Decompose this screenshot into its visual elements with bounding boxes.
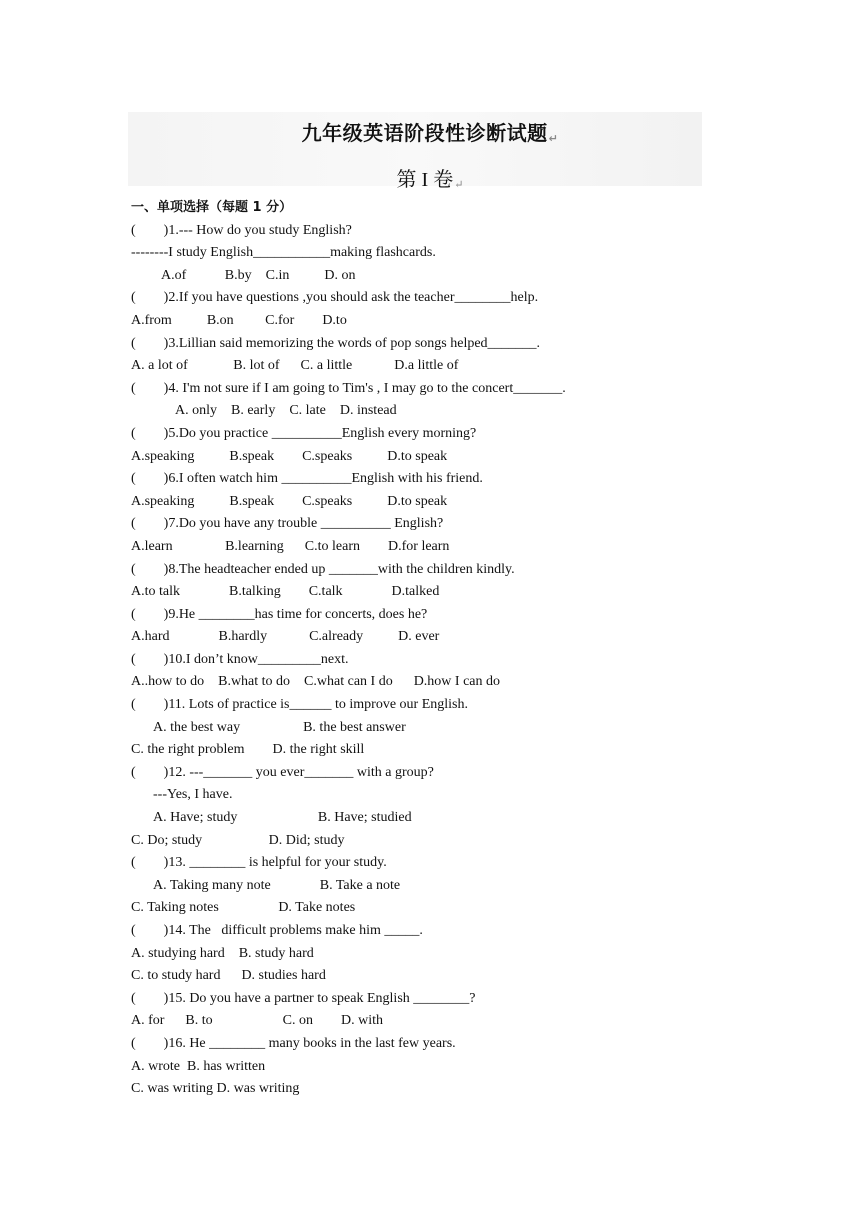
option-line: C. Taking notes D. Take notes [131, 900, 356, 916]
question-line: ( )2.If you have questions ,you should ask the teacher________help. [131, 290, 539, 306]
option-line: A. the best way B. the best answer [153, 719, 406, 735]
page-title-text: 九年级英语阶段性诊断试题 [301, 121, 548, 145]
question-line: ( )1.--- How do you study English? [131, 222, 352, 238]
option-line: C. Do; study D. Did; study [131, 832, 345, 848]
option-line: A. only B. early C. late D. instead [175, 403, 397, 419]
option-line: A.to talk B.talking C.talk D.talked [131, 584, 440, 600]
question-line: ( )12. ---_______ you ever_______ with a group? [131, 764, 434, 780]
question-line: ( )7.Do you have any trouble __________ English? [131, 516, 444, 532]
option-line: A. studying hard B. study hard [131, 945, 314, 961]
paragraph-mark-icon: ↵ [548, 132, 559, 145]
paragraph-mark-icon: ↵ [454, 179, 464, 191]
option-line: A.of B.by C.in D. on [161, 267, 356, 283]
option-line: A.speaking B.speak C.speaks D.to speak [131, 448, 448, 464]
option-line: A.hard B.hardly C.already D. ever [131, 629, 440, 645]
section-heading: 一、单项选择（每题 1 分） [131, 200, 293, 215]
option-line: A.speaking B.speak C.speaks D.to speak [131, 493, 448, 509]
question-line: ( )14. The difficult problems make him _____. [131, 923, 423, 938]
option-line: C. was writing D. was writing [131, 1081, 300, 1097]
option-line: A. a lot of B. lot of C. a little D.a little of [131, 358, 459, 374]
question-line: ( )6.I often watch him __________English with his friend. [131, 471, 483, 487]
question-list [131, 220, 771, 1101]
option-line: --------I study English___________making flashcards. [131, 245, 436, 261]
question-line: ( )13. ________ is helpful for your study. [131, 855, 387, 871]
option-line: A. for B. to C. on D. with [131, 1013, 383, 1029]
question-line: ( )15. Do you have a partner to speak English ________? [131, 990, 476, 1006]
option-line: A. Taking many note B. Take a note [153, 877, 401, 893]
question-line: ( )5.Do you practice __________English every morning? [131, 425, 477, 441]
option-line: ---Yes, I have. [153, 787, 233, 803]
option-line: A..how to do B.what to do C.what can I do D.how I can do [131, 674, 501, 690]
option-line: A. Have; study B. Have; studied [153, 810, 412, 826]
page-title [0, 117, 860, 146]
option-line: A. wrote B. has written [131, 1058, 266, 1074]
option-line: A.from B.on C.for D.to [131, 312, 347, 328]
question-line: ( )10.I don’t know_________next. [131, 651, 349, 667]
question-line: ( )3.Lillian said memorizing the words of pop songs helped_______. [131, 335, 541, 351]
question-section [131, 197, 771, 1101]
page-subtitle [0, 163, 860, 192]
option-line: C. the right problem D. the right skill [131, 742, 365, 758]
question-line: ( )9.He ________has time for concerts, does he? [131, 606, 428, 622]
question-line: ( )4. I'm not sure if I am going to Tim's , I may go to the concert_______. [131, 380, 566, 396]
page-subtitle-text: 第 I 卷 [396, 169, 454, 191]
question-line: ( )16. He ________ many books in the last few years. [131, 1035, 456, 1051]
option-line: A.learn B.learning C.to learn D.for learn [131, 538, 450, 554]
question-line: ( )8.The headteacher ended up _______with the children kindly. [131, 561, 515, 577]
question-line: ( )11. Lots of practice is______ to improve our English. [131, 697, 468, 713]
option-line: C. to study hard D. studies hard [131, 968, 326, 984]
